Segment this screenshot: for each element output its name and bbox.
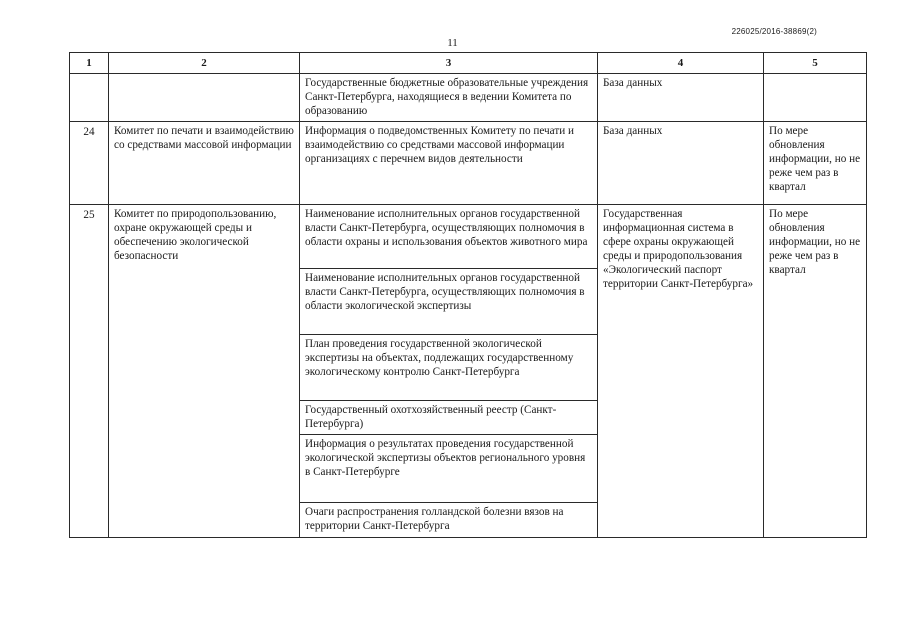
column-header: 1 [70,53,109,74]
organization-cell: Комитет по природопользованию, охране окружающей среды и обеспечению экологической безопасности [109,205,300,538]
data-table [69,52,867,538]
document-number: 226025/2016-38869(2) [731,27,817,36]
organization-cell: Комитет по печати и взаимодействию со средствами массовой информации [109,122,300,205]
form-cell: База данных [598,74,764,122]
row-number: 25 [70,205,109,538]
table-row [70,205,867,269]
column-header: 2 [109,53,300,74]
form-cell: База данных [598,122,764,205]
period-cell: По мере обновления информации, но не реже чем раз в квартал [764,122,867,205]
form-cell: Государственная информационная система в сфере охраны окружающей среды и природопользования «Экологический паспорт территории Санкт-Петербурга» [598,205,764,538]
column-header: 4 [598,53,764,74]
table-row [70,74,867,122]
period-cell [764,74,867,122]
column-header: 3 [300,53,598,74]
information-cell: Очаги распространения голландской болезни вязов на территории Санкт-Петербурга [300,503,598,538]
page-number: 11 [447,37,458,49]
table-header-row [70,53,867,74]
information-cell: Информация о результатах проведения государственной экологической экспертизы объектов регионального уровня в Санкт-Петербурге [300,435,598,503]
period-cell: По мере обновления информации, но не реже чем раз в квартал [764,205,867,538]
row-number: 24 [70,122,109,205]
organization-cell [109,74,300,122]
information-cell: Государственные бюджетные образовательные учреждения Санкт-Петербурга, находящиеся в ведении Комитета по образованию [300,74,598,122]
row-number [70,74,109,122]
information-cell: План проведения государственной экологической экспертизы на объектах, подлежащих государственному экологическому контролю Санкт-Петербурга [300,335,598,401]
column-header: 5 [764,53,867,74]
information-cell: Государственный охотхозяйственный реестр (Санкт-Петербурга) [300,401,598,435]
table-row [70,122,867,205]
information-cell: Наименование исполнительных органов государственной власти Санкт-Петербурга, осуществляющих полномочия в области охраны и использования объектов животного мира [300,205,598,269]
information-cell: Наименование исполнительных органов государственной власти Санкт-Петербурга, осуществляющих полномочия в области экологической экспертизы [300,269,598,335]
information-cell: Информация о подведомственных Комитету по печати и взаимодействию со средствами массовой информации организациях с перечнем видов деятельности [300,122,598,205]
